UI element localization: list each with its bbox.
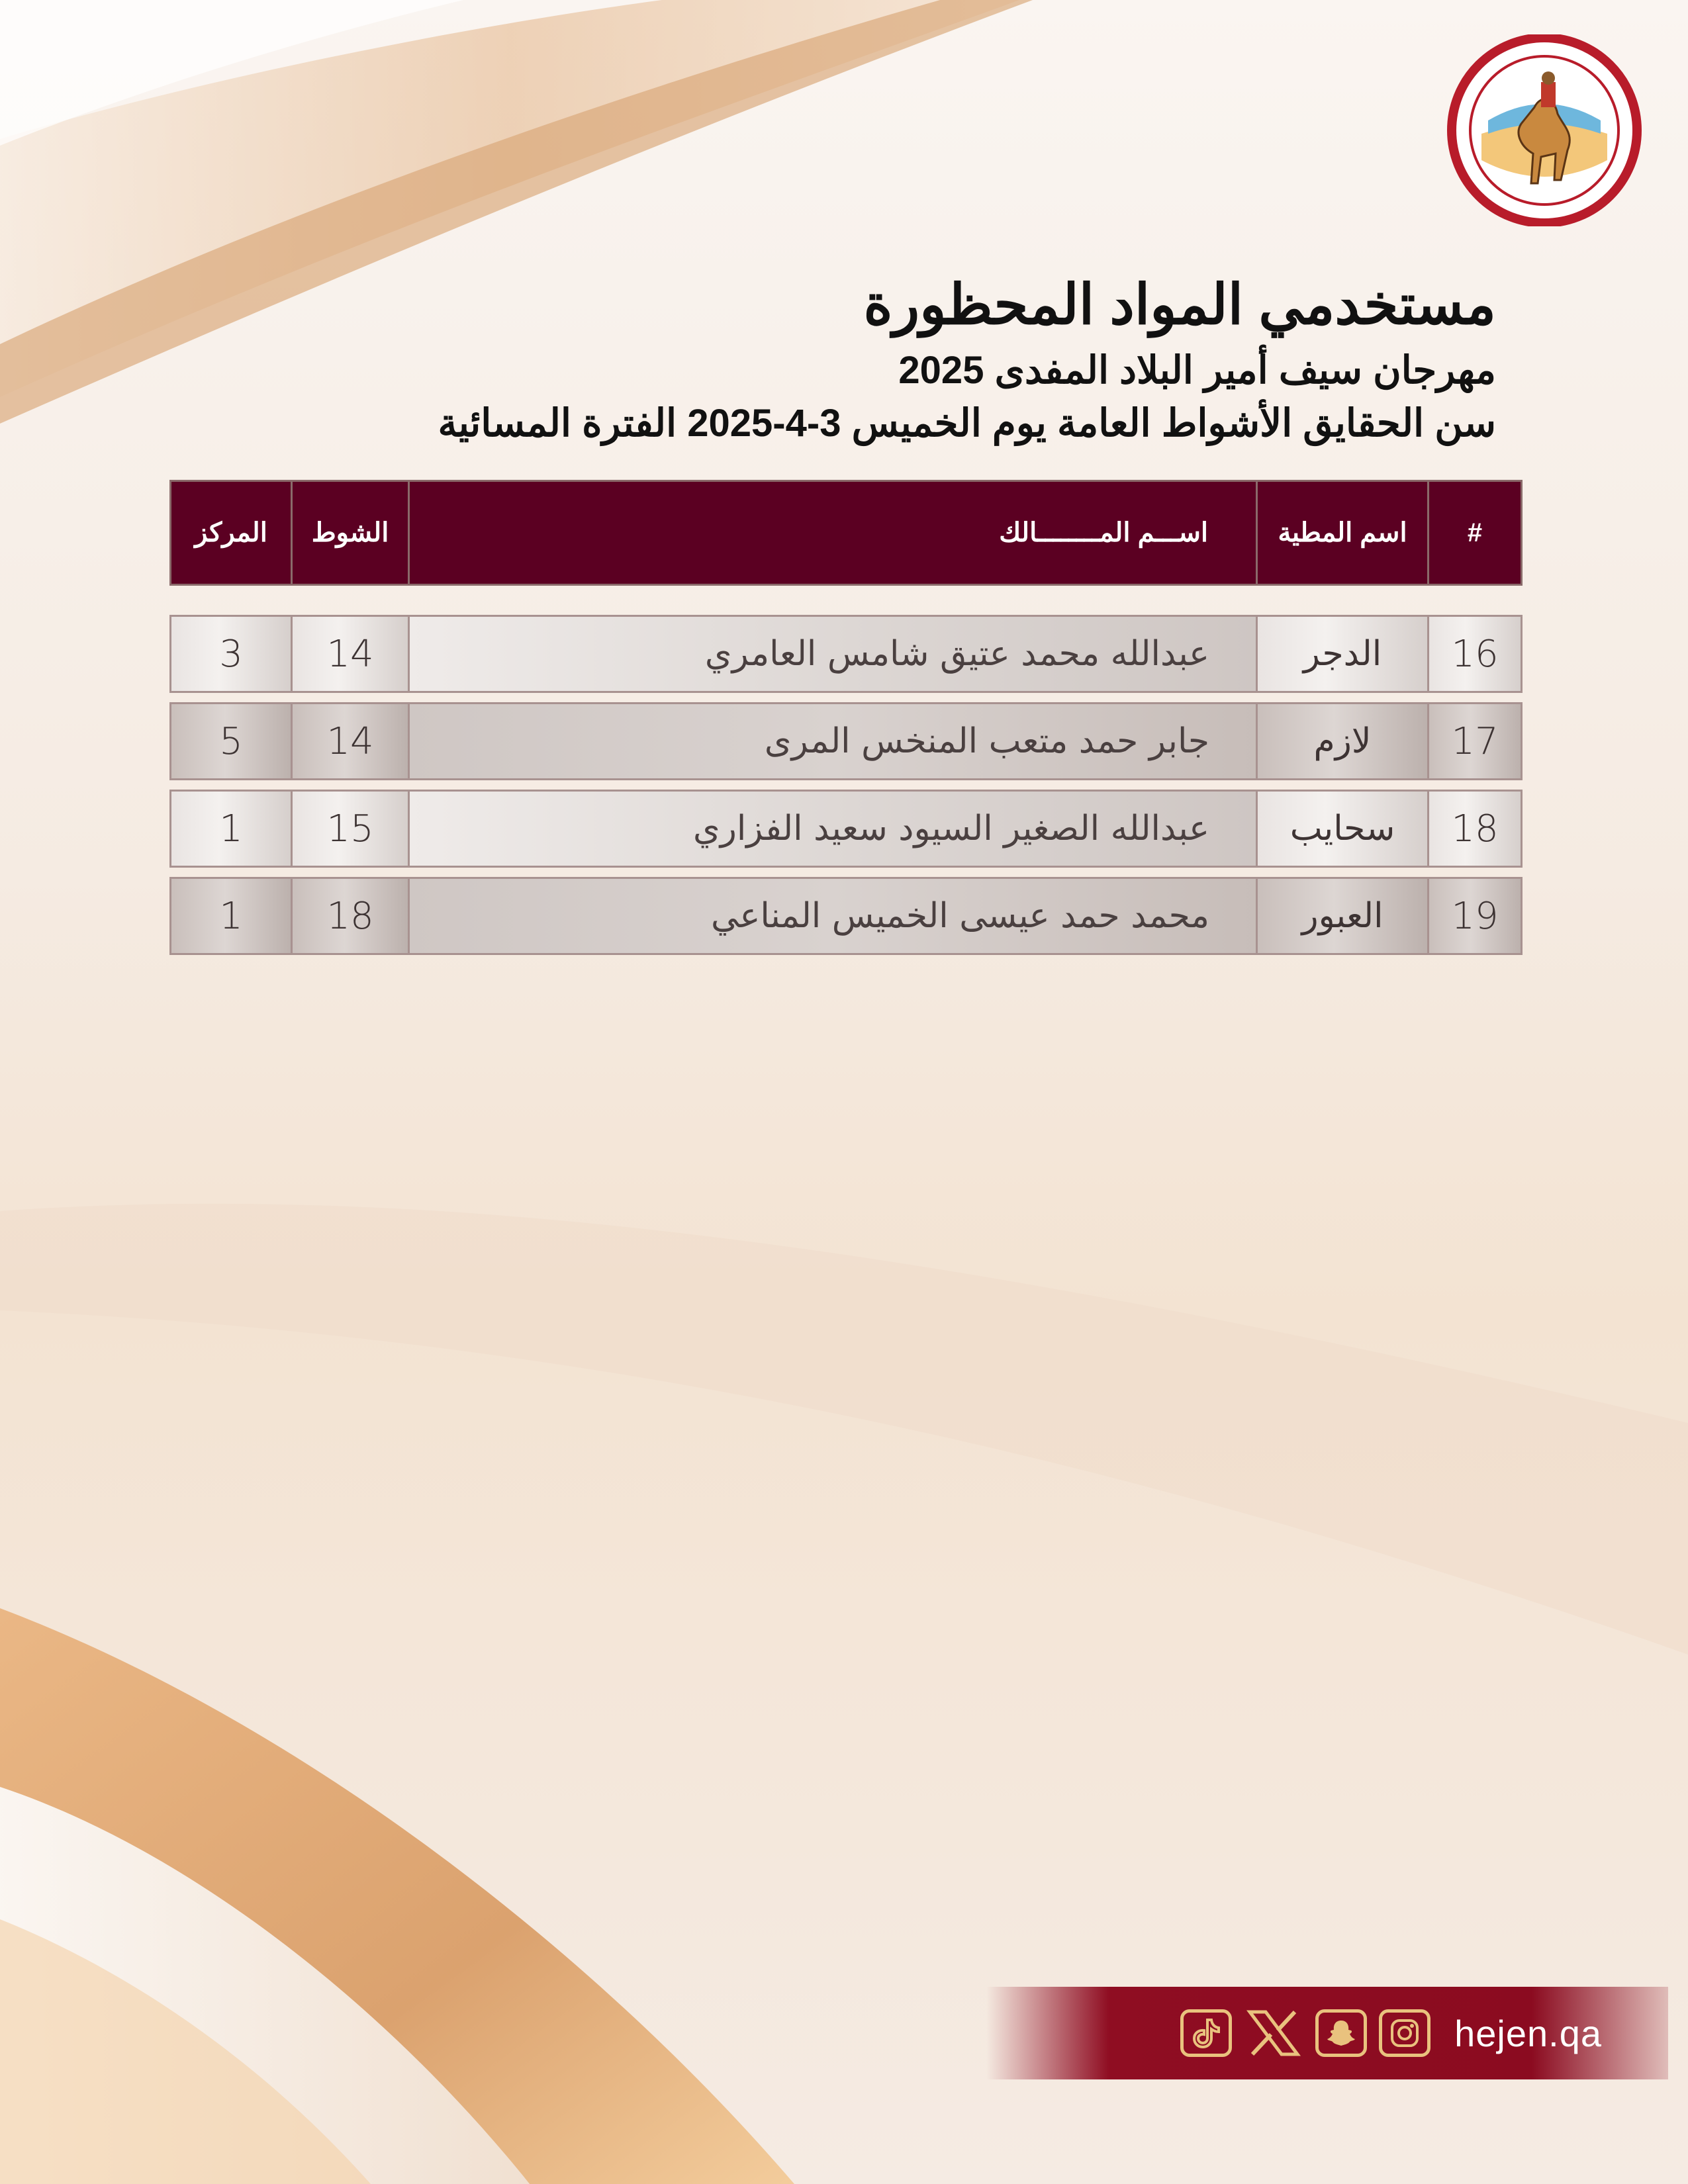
cell-owner-name: محمد حمد عيسى الخميس المناعي bbox=[408, 877, 1258, 955]
cell-run: 14 bbox=[291, 615, 410, 693]
page-title: مستخدمي المواد المحظورة bbox=[863, 273, 1496, 336]
cell-position: 1 bbox=[169, 790, 293, 868]
results-table bbox=[165, 480, 1523, 964]
title-block bbox=[238, 265, 1496, 450]
cell-owner-name: جابر حمد متعب المنخس المرى bbox=[408, 702, 1258, 780]
session-subtitle: سن الحقايق الأشواط العامة يوم الخميس 3-4-2025 الفترة المسائية bbox=[438, 402, 1496, 445]
table-row bbox=[165, 790, 1523, 868]
cell-num: 18 bbox=[1427, 790, 1523, 868]
cell-position: 1 bbox=[169, 877, 293, 955]
cell-num: 16 bbox=[1427, 615, 1523, 693]
tiktok-icon[interactable] bbox=[1180, 2009, 1232, 2057]
table-header-row bbox=[165, 480, 1523, 586]
header-position: المركز bbox=[169, 480, 293, 586]
x-icon[interactable] bbox=[1244, 2009, 1303, 2057]
social-links bbox=[1180, 2009, 1602, 2057]
cell-camel-name: العبور bbox=[1256, 877, 1429, 955]
cell-camel-name: لازم bbox=[1256, 702, 1429, 780]
cell-owner-name: عبدالله الصغير السيود سعيد الفزاري bbox=[408, 790, 1258, 868]
cell-camel-name: الدجر bbox=[1256, 615, 1429, 693]
table-row bbox=[165, 877, 1523, 955]
hejen-racing-committee-seal-icon bbox=[1442, 34, 1647, 226]
snapchat-icon[interactable] bbox=[1315, 2009, 1367, 2057]
cell-owner-name: عبدالله محمد عتيق شامس العامري bbox=[408, 615, 1258, 693]
header-owner-name: اســـم المــــــــالك bbox=[408, 480, 1258, 586]
cell-run: 15 bbox=[291, 790, 410, 868]
header-run: الشوط bbox=[291, 480, 410, 586]
hejen-logo bbox=[1442, 34, 1647, 226]
table-row bbox=[165, 702, 1523, 780]
cell-position: 5 bbox=[169, 702, 293, 780]
cell-position: 3 bbox=[169, 615, 293, 693]
festival-subtitle: مهرجان سيف أمير البلاد المفدى 2025 bbox=[898, 349, 1496, 392]
cell-num: 17 bbox=[1427, 702, 1523, 780]
cell-num: 19 bbox=[1427, 877, 1523, 955]
table-row bbox=[165, 615, 1523, 693]
website-link[interactable]: hejen.qa bbox=[1454, 2012, 1602, 2054]
header-num: # bbox=[1427, 480, 1523, 586]
cell-run: 14 bbox=[291, 702, 410, 780]
cell-run: 18 bbox=[291, 877, 410, 955]
footer-social-band bbox=[986, 1987, 1668, 2079]
header-camel-name: اسم المطية bbox=[1256, 480, 1429, 586]
instagram-icon[interactable] bbox=[1379, 2009, 1430, 2057]
cell-camel-name: سحايب bbox=[1256, 790, 1429, 868]
